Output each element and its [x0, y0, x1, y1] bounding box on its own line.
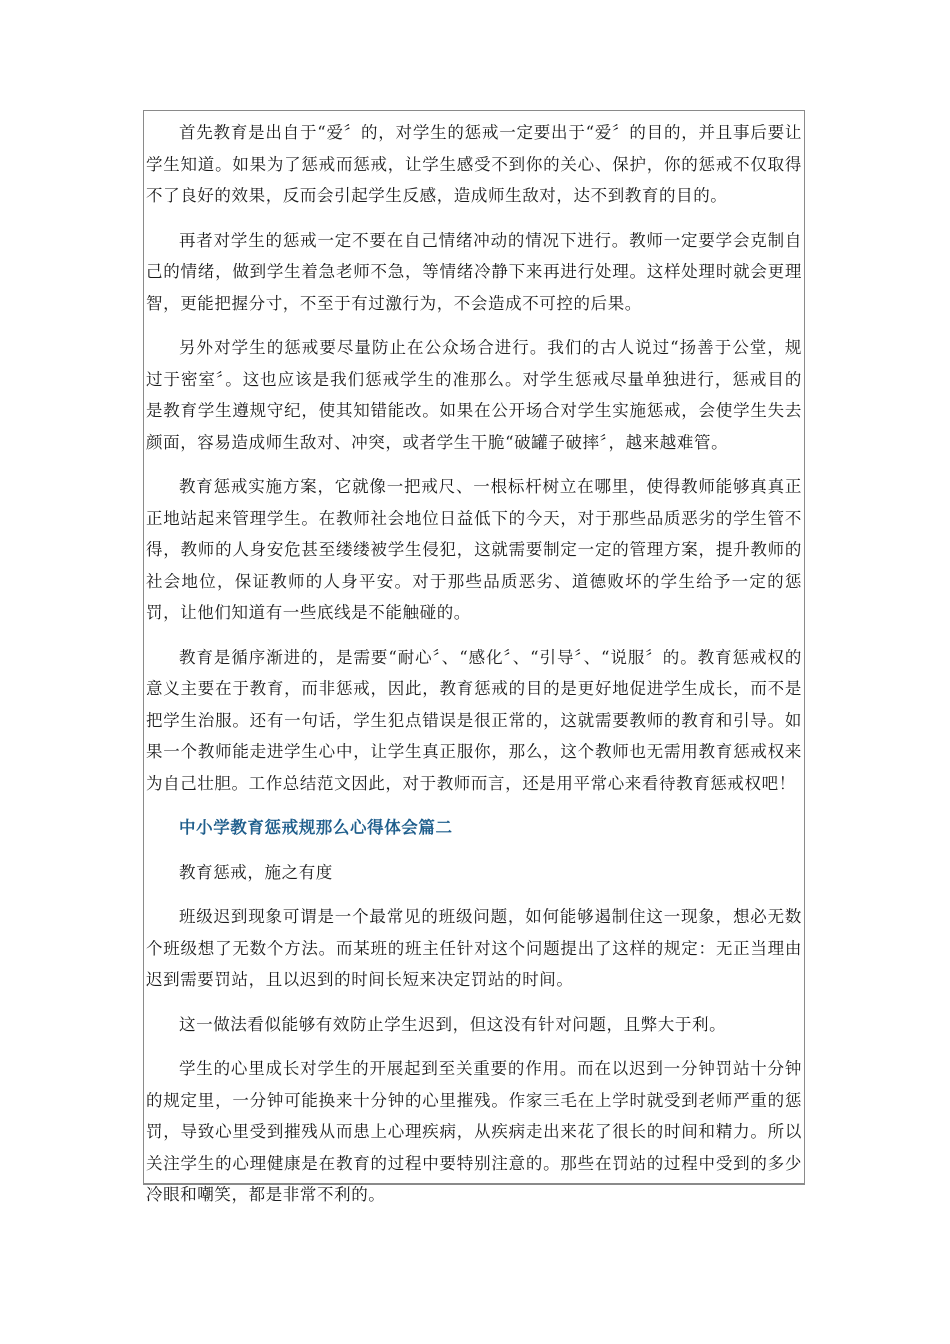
paragraph-psychological-growth: 学生的心里成长对学生的开展起到至关重要的作用。而在以迟到一分钟罚站十分钟的规定里，一分钟可能换来十分钟的心里摧残。作家三毛在上学时就受到老师严重的惩罚，导致心里受到摧残从而患上心理疾病，从疾病走出来花了很长的时间和精力。所以关注学生的心理健康是在教育的过程中要特别注意的。那些在罚站的过程中受到的多少冷眼和嘲笑，都是非常不利的。	[146, 1059, 802, 1204]
paragraph-subtitle: 教育惩戒，施之有度	[179, 862, 333, 882]
document-content	[144, 111, 804, 1204]
paragraph-love-purpose: 首先教育是出自于“爱〞的，对学生的惩戒一定要出于“爱〞的目的，并且事后要让学生知道。如果为了惩戒而惩戒，让学生感受不到你的关心、保护，你的惩戒不仅取得不了良好的效果，反而会引起学生反感，造成师生敌对，达不到教育的目的。	[146, 123, 802, 205]
document-frame	[143, 110, 805, 1204]
paragraph-drawbacks: 这一做法看似能够有效防止学生迟到，但这没有针对问题，且弊大于利。	[179, 1014, 727, 1034]
paragraph-lateness-problem: 班级迟到现象可谓是一个最常见的班级问题，如何能够遏制住这一现象，想必无数个班级想了无数个方法。而某班的班主任针对这个问题提出了这样的规定：无正当理由迟到需要罚站，且以迟到的时间长短来决定罚站的时间。	[146, 907, 802, 989]
paragraph-implementation-plan: 教育惩戒实施方案，它就像一把戒尺、一根标杆树立在哪里，使得教师能够真真正正地站起来管理学生。在教师社会地位日益低下的今天，对于那些品质恶劣的学生管不得，教师的人身安危甚至缕缕被学生侵犯，这就需要制定一定的管理方案，提升教师的社会地位，保证教师的人身平安。对于那些品质恶劣、道德败坏的学生给予一定的惩罚，让他们知道有一些底线是不能触碰的。	[146, 477, 802, 622]
paragraph-gradual-education: 教育是循序渐进的，是需要“耐心〞、“感化〞、“引导〞、“说服〞的。教育惩戒权的意义主要在于教育，而非惩戒，因此，教育惩戒的目的是更好地促进学生成长，而不是把学生治服。还有一句话，学生犯点错误是很正常的，这就需要教师的教育和引导。如果一个教师能走进学生心中，让学生真正服你，那么，这个教师也无需用教育惩戒权来为自己壮胆。工作总结范文因此，对于教师而言，还是用平常心来看待教育惩戒权吧！	[146, 647, 802, 793]
paragraph-avoid-public: 另外对学生的惩戒要尽量防止在公众场合进行。我们的古人说过“扬善于公堂，规过于密室〞。这也应该是我们惩戒学生的准那么。对学生惩戒尽量单独进行，惩戒目的是教育学生遵规守纪，使其知错能改。如果在公开场合对学生实施惩戒，会使学生失去颜面，容易造成师生敌对、冲突，或者学生干脆“破罐子破摔〞，越来越难管。	[146, 338, 802, 452]
paragraph-emotion-control: 再者对学生的惩戒一定不要在自己情绪冲动的情况下进行。教师一定要学会克制自己的情绪，做到学生着急老师不急，等情绪冷静下来再进行处理。这样处理时就会更理智，更能把握分寸，不至于有过激行为，不会造成不可控的后果。	[146, 230, 802, 313]
section-heading: 中小学教育惩戒规那么心得体会篇二	[179, 818, 453, 837]
